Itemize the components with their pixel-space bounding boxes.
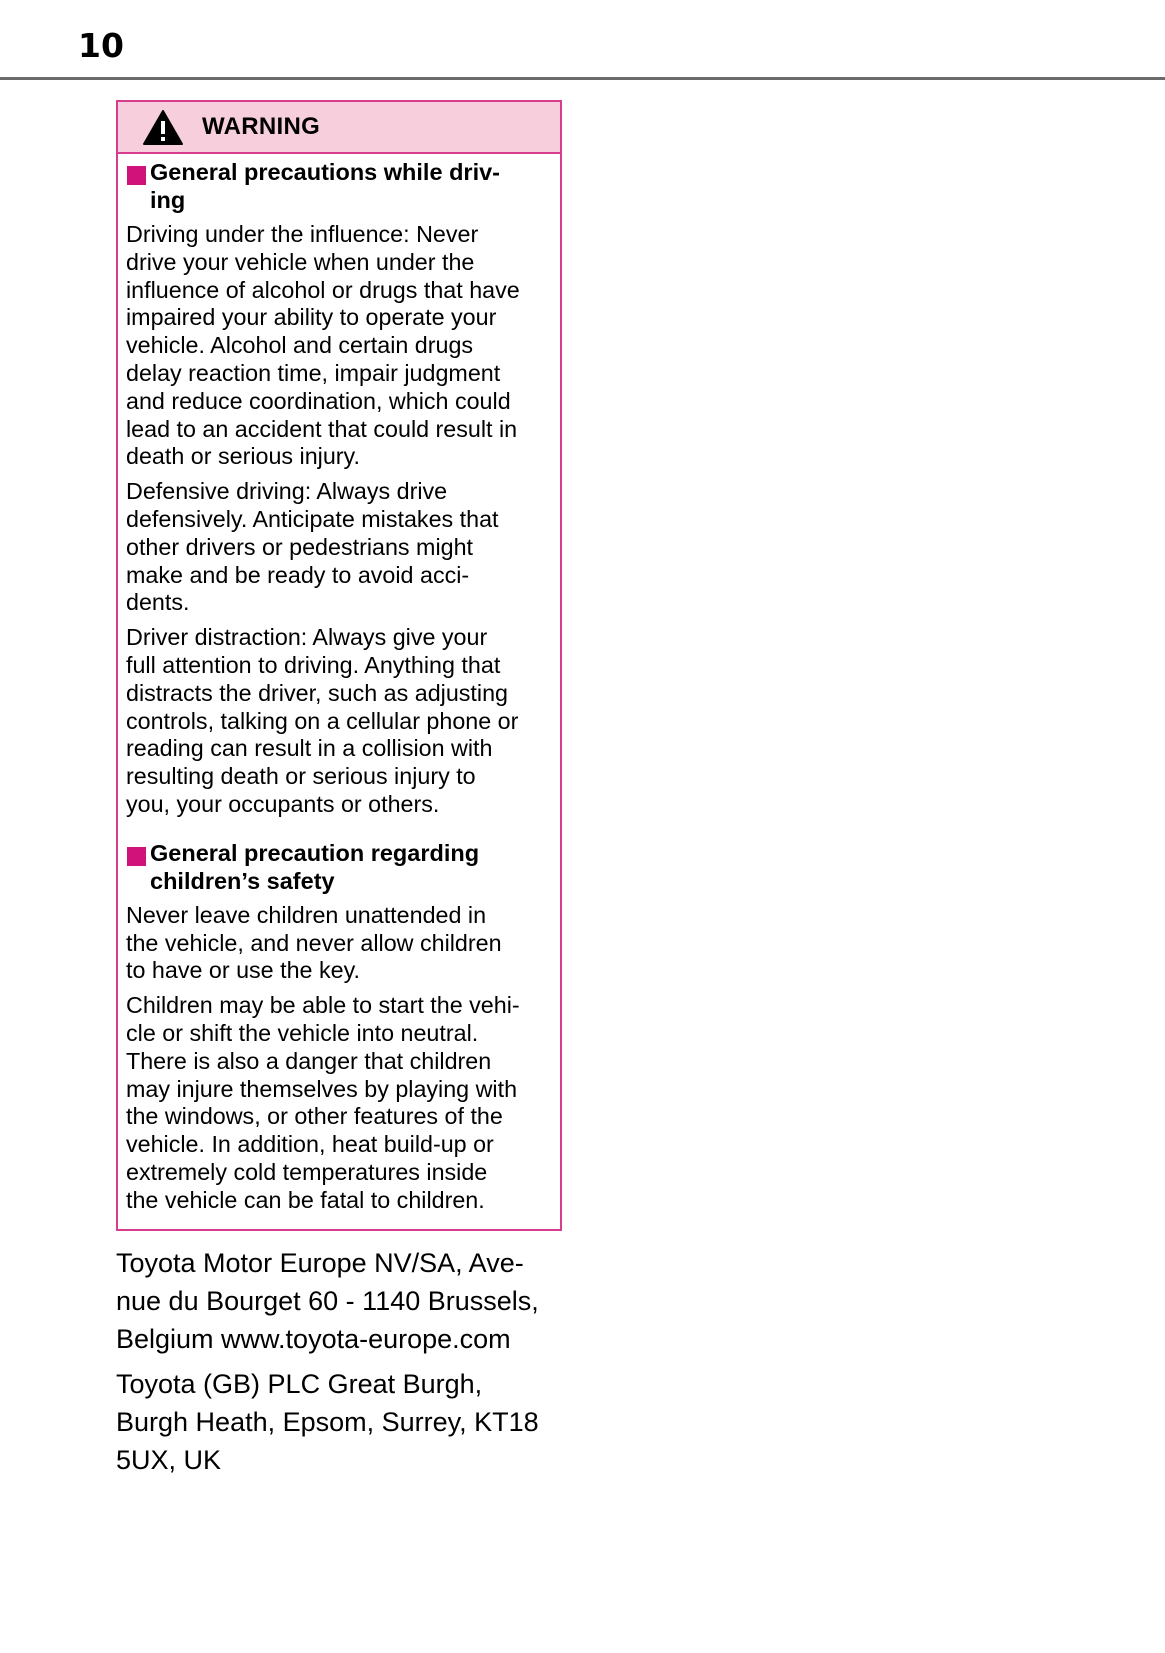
text-line: the vehicle can be fatal to children. [126, 1186, 485, 1213]
address-line: Toyota (GB) PLC Great Burgh, [116, 1369, 483, 1399]
text-line: cle or shift the vehicle into neutral. [126, 1019, 479, 1046]
section-heading-line: children’s safety [150, 867, 335, 894]
text-line: There is also a danger that children [126, 1047, 492, 1074]
text-line: vehicle. In addition, heat build-up or [126, 1131, 494, 1158]
text-line: influence of alcohol or drugs that have [126, 276, 520, 303]
text-line: dents. [126, 589, 190, 616]
text-line: distracts the driver, such as adjusting [126, 679, 508, 706]
text-line: extremely cold temperatures inside [126, 1158, 488, 1185]
text-line: Defensive driving: Always drive [126, 478, 448, 505]
header-rule [0, 77, 1165, 80]
text-line: resulting death or serious injury to [126, 763, 476, 790]
address-line: nue du Bourget 60 - 1140 Brussels, [116, 1286, 539, 1316]
paragraph-defensive-driving [126, 478, 556, 617]
section-heading-line: ing [150, 187, 186, 213]
text-line: Driving under the influence: Never [126, 221, 479, 247]
page-number: 10 [78, 26, 124, 65]
paragraph-driving-influence [126, 221, 556, 471]
text-line: the vehicle, and never allow children [126, 929, 502, 956]
section-heading-children [126, 839, 556, 895]
text-line: death or serious injury. [126, 443, 360, 470]
text-line: reading can result in a collision with [126, 735, 493, 762]
paragraph-driver-distraction [126, 624, 556, 819]
text-line: impaired your ability to operate your [126, 304, 497, 331]
warning-triangle-icon [142, 109, 184, 146]
address-toyota-gb [116, 1365, 576, 1479]
section-heading-line: General precautions while driv- [150, 159, 500, 185]
text-line: and reduce coordination, which could [126, 387, 511, 414]
text-line: delay reaction time, impair judgment [126, 359, 501, 386]
warning-box [116, 100, 562, 1231]
section-heading-driving [126, 158, 556, 214]
section-bullet-square [127, 847, 146, 866]
address-line: Burgh Heath, Epsom, Surrey, KT18 [116, 1407, 539, 1437]
text-line: other drivers or pedestrians might [126, 533, 474, 560]
text-line: lead to an accident that could result in [126, 415, 518, 442]
paragraph-children-unattended [126, 902, 556, 985]
text-line: vehicle. Alcohol and certain drugs [126, 332, 474, 359]
text-line: Children may be able to start the vehi- [126, 992, 520, 1019]
text-line: controls, talking on a cellular phone or [126, 707, 519, 734]
text-line: may injure themselves by playing with [126, 1075, 518, 1102]
text-line: to have or use the key. [126, 957, 360, 984]
address-line: 5UX, UK [116, 1445, 222, 1475]
text-line: you, your occupants or others. [126, 790, 440, 817]
text-line: defensively. Anticipate mistakes that [126, 505, 499, 532]
address-line: Toyota Motor Europe NV/SA, Ave- [116, 1248, 524, 1278]
warning-body [126, 158, 556, 1215]
text-line: drive your vehicle when under the [126, 248, 475, 275]
address-toyota-europe [116, 1244, 576, 1358]
text-line: Driver distraction: Always give your [126, 624, 488, 651]
text-line: full attention to driving. Anything that [126, 651, 501, 678]
section-bullet-square [127, 166, 146, 185]
section-heading-line: General precaution regarding [150, 839, 480, 866]
warning-header [118, 102, 560, 154]
address-line: Belgium www.toyota-europe.com [116, 1324, 511, 1354]
text-line: make and be ready to avoid acci- [126, 561, 470, 588]
paragraph-children-danger [126, 992, 556, 1214]
text-line: the windows, or other features of the [126, 1103, 503, 1130]
warning-title: WARNING [202, 113, 321, 140]
text-line: Never leave children unattended in [126, 901, 487, 928]
